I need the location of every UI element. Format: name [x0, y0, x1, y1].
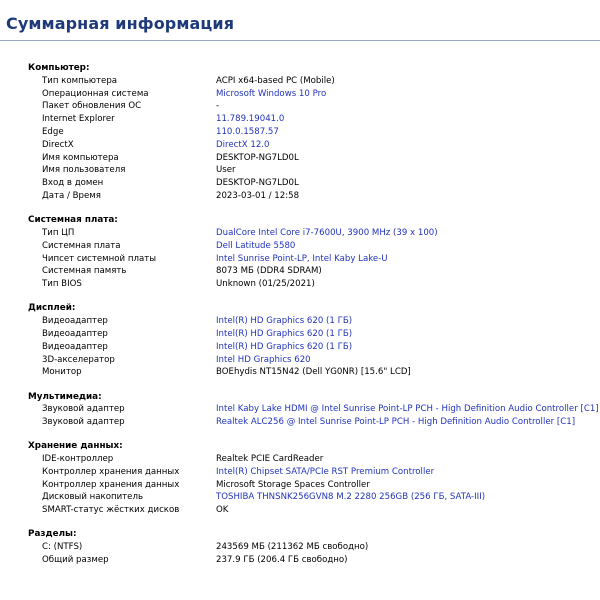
row-label: Edge [42, 126, 64, 137]
row-value-link[interactable]: Intel Sunrise Point-LP, Intel Kaby Lake-U [216, 253, 388, 264]
info-row [0, 366, 600, 379]
row-label: Пакет обновления ОС [42, 101, 142, 112]
section [0, 62, 600, 203]
info-row [0, 177, 600, 190]
info-row [0, 416, 600, 429]
row-label: Имя пользователя [42, 165, 126, 176]
section [0, 391, 600, 429]
row-value: DESKTOP-NG7LD0L [216, 178, 299, 189]
section [0, 302, 600, 379]
info-row [0, 354, 600, 367]
row-label: Общий размер [42, 555, 109, 566]
row-label: Тип ЦП [42, 227, 75, 238]
row-label: Internet Explorer [42, 114, 115, 125]
row-value-link[interactable]: 110.0.1587.57 [216, 126, 279, 137]
info-row [0, 466, 600, 479]
row-label: Дата / Время [42, 190, 101, 201]
info-row [0, 491, 600, 504]
row-value-link[interactable]: Dell Latitude 5580 [216, 240, 296, 251]
info-row [0, 240, 600, 253]
info-row [0, 164, 600, 177]
row-label: IDE-контроллер [42, 454, 114, 465]
row-label: Тип компьютера [42, 75, 118, 86]
row-label: Видеоадаптер [42, 316, 108, 327]
row-label: Тип BIOS [42, 279, 82, 290]
row-value: 2023-03-01 / 12:58 [216, 190, 300, 201]
info-row [0, 100, 600, 113]
section-header: Компьютер: [28, 63, 90, 73]
row-label: Вход в домен [42, 178, 104, 189]
info-row [0, 315, 600, 328]
info-row [0, 253, 600, 266]
row-value: User [216, 165, 236, 176]
row-value-link[interactable]: 11.789.19041.0 [216, 114, 285, 125]
section [0, 440, 600, 517]
row-value: OK [216, 505, 229, 516]
info-row [0, 278, 600, 291]
info-row [0, 403, 600, 416]
row-value: DESKTOP-NG7LD0L [216, 152, 299, 163]
row-value-link[interactable]: Intel(R) HD Graphics 620 (1 ГБ) [216, 341, 353, 352]
row-value-link[interactable]: DualCore Intel Core i7-7600U, 3900 MHz (39 x 100) [216, 227, 438, 238]
row-value-link[interactable]: Intel(R) Chipset SATA/PCIe RST Premium Controller [216, 466, 435, 477]
info-row [0, 139, 600, 152]
row-label: Чипсет системной платы [42, 253, 157, 264]
section-header: Системная плата: [28, 215, 118, 226]
row-value-link[interactable]: Microsoft Windows 10 Pro [216, 88, 327, 99]
row-label: Имя компьютера [42, 152, 119, 163]
row-label: 3D-акселератор [42, 354, 115, 365]
row-label: Звуковой адаптер [42, 404, 125, 415]
info-row [0, 113, 600, 126]
info-row [0, 541, 600, 554]
summary-content [0, 62, 600, 578]
row-label: Видеоадаптер [42, 328, 108, 339]
row-label: C: (NTFS) [42, 542, 83, 553]
row-label: Дисковый накопитель [42, 492, 144, 503]
row-label: Контроллер хранения данных [42, 479, 180, 490]
row-value: - [216, 101, 220, 112]
row-label: Звуковой адаптер [42, 417, 125, 428]
row-value: 237.9 ГБ (206.4 ГБ свободно) [216, 555, 348, 566]
row-value: 243569 МБ (211362 МБ свободно) [216, 542, 369, 553]
section [0, 214, 600, 291]
row-label: DirectX [42, 139, 74, 150]
info-row [0, 265, 600, 278]
row-value-link[interactable]: Intel(R) HD Graphics 620 (1 ГБ) [216, 328, 353, 339]
info-row [0, 479, 600, 492]
row-label: Системная память [42, 266, 127, 277]
row-label: SMART-статус жёстких дисков [42, 505, 180, 516]
row-label: Монитор [42, 367, 82, 378]
section-header: Мультимедиа: [28, 391, 102, 402]
info-row [0, 341, 600, 354]
row-value: Microsoft Storage Spaces Controller [216, 479, 370, 490]
info-row [0, 328, 600, 341]
page-title: Суммарная информация [6, 14, 235, 33]
row-value-link[interactable]: DirectX 12.0 [216, 139, 270, 150]
row-value: 8073 МБ (DDR4 SDRAM) [216, 266, 322, 277]
row-value-link[interactable]: Intel Kaby Lake HDMI @ Intel Sunrise Point-LP PCH - High Definition Audio Controller [C1] [216, 404, 599, 415]
row-label: Видеоадаптер [42, 341, 108, 352]
row-value-link[interactable]: Intel HD Graphics 620 [216, 354, 311, 365]
info-row [0, 75, 600, 88]
row-value-link[interactable]: Realtek ALC256 @ Intel Sunrise Point-LP PCH - High Definition Audio Controller [C1] [216, 417, 576, 428]
info-row [0, 190, 600, 203]
row-value-link[interactable]: TOSHIBA THNSNK256GVN8 M.2 2280 256GB (256 ГБ, SATA-III) [216, 492, 486, 503]
section [0, 528, 600, 566]
row-value: Realtek PCIE CardReader [216, 454, 324, 465]
row-value: BOEhydis NT15N42 (Dell YG0NR) [15.6" LCD] [216, 367, 411, 378]
info-row [0, 152, 600, 165]
section-header: Дисплей: [28, 303, 76, 314]
info-row [0, 126, 600, 139]
info-row [0, 453, 600, 466]
row-value: Unknown (01/25/2021) [216, 279, 315, 290]
row-value-link[interactable]: Intel(R) HD Graphics 620 (1 ГБ) [216, 316, 353, 327]
section-header: Хранение данных: [28, 441, 123, 452]
row-label: Контроллер хранения данных [42, 466, 180, 477]
info-row [0, 227, 600, 240]
title-divider [0, 40, 600, 41]
section-header: Разделы: [28, 529, 77, 540]
row-label: Операционная система [42, 88, 149, 99]
info-row [0, 554, 600, 567]
row-label: Системная плата [42, 240, 121, 251]
row-value: ACPI x64-based PC (Mobile) [216, 75, 335, 86]
info-row [0, 88, 600, 101]
info-row [0, 504, 600, 517]
